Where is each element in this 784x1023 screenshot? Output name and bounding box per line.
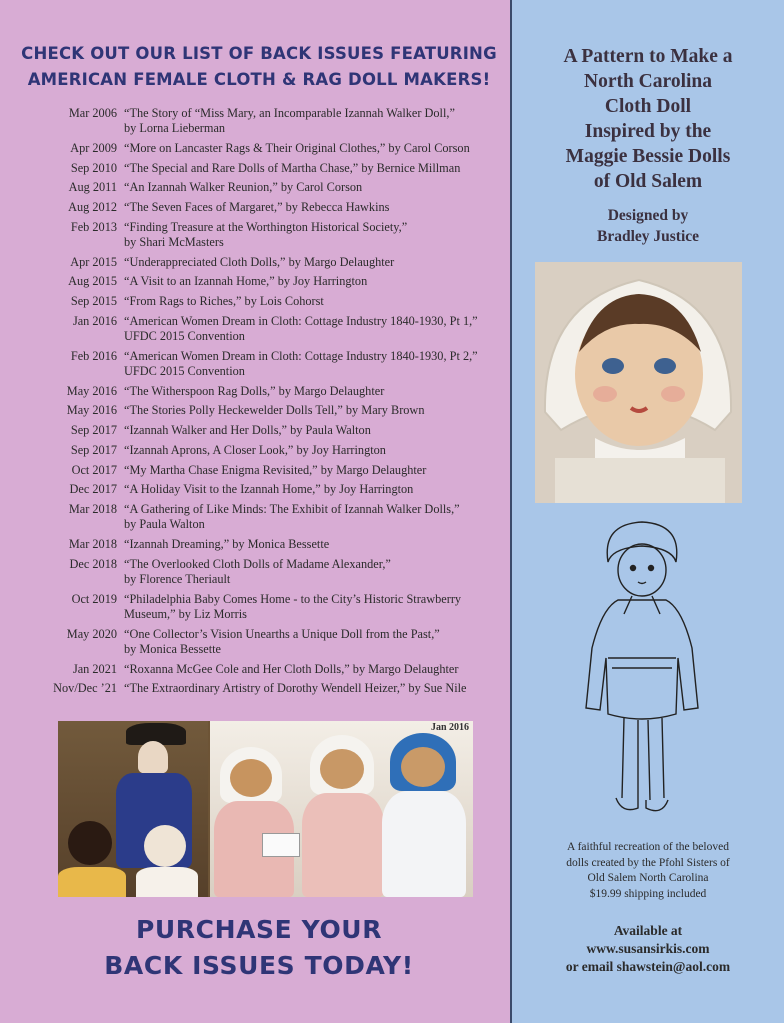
designer-line-2: Bradley Justice <box>596 228 700 245</box>
back-issues-headline <box>14 41 504 93</box>
doll-dark-head <box>68 821 112 865</box>
issue-title <box>124 423 505 438</box>
issue-title-line: “Izannah Walker and Her Dolls,” by Paula Walton <box>124 423 371 438</box>
issue-entry <box>0 255 505 270</box>
pattern-description <box>512 840 784 902</box>
issue-author-line: by Monica Bessette <box>124 641 221 656</box>
issue-entry <box>0 502 505 533</box>
issue-title <box>124 274 505 289</box>
blurb-line-1: A faithful recreation of the beloved <box>567 841 729 853</box>
issue-author-line: UFDC 2015 Convention <box>124 329 245 344</box>
issue-title <box>124 482 505 497</box>
blurb-line-3: Old Salem North Carolina <box>587 872 709 884</box>
issue-title <box>124 443 505 458</box>
issue-entry <box>0 557 505 588</box>
ad-title-line-6: of Old Salem <box>593 171 703 192</box>
issue-entry <box>0 314 505 345</box>
issue-title-line: “Finding Treasure at the Worthington Historical Society,” <box>124 219 408 234</box>
issue-title <box>124 384 505 399</box>
issue-title-line: “An Izannah Walker Reunion,” by Carol Corson <box>124 180 363 195</box>
issue-title <box>124 592 505 623</box>
issue-title <box>124 255 505 270</box>
issue-date: Aug 2011 <box>68 180 117 195</box>
email-link[interactable]: or email shawstein@aol.com <box>565 959 731 974</box>
issue-title <box>124 557 505 588</box>
issue-title-line: “The Special and Rare Dolls of Martha Chase,” by Bernice Millman <box>124 160 461 175</box>
issue-title-line: “From Rags to Riches,” by Lois Cohorst <box>124 294 324 309</box>
issue-entry <box>0 463 505 478</box>
issue-title <box>124 294 505 309</box>
issue-date: Aug 2015 <box>68 274 117 289</box>
issue-date: Sep 2017 <box>70 442 117 457</box>
sketch-bonnet <box>607 522 677 562</box>
issue-title <box>124 106 505 137</box>
ad-title-line-3: Cloth Doll <box>604 96 692 117</box>
ad-title-line-1: A Pattern to Make a <box>563 46 733 67</box>
doll-face-photo <box>535 262 742 503</box>
doll-yellow-dress <box>58 867 126 897</box>
issue-entry <box>0 537 505 552</box>
issue-entry <box>0 662 505 677</box>
issue-title-line: “More on Lancaster Rags & Their Original Clothes,” by Carol Corson <box>124 140 470 155</box>
right-eye <box>654 358 676 374</box>
issue-date: Oct 2017 <box>71 462 117 477</box>
issue-title <box>124 463 505 478</box>
issue-title <box>124 537 505 552</box>
issue-entry <box>0 482 505 497</box>
issue-entry <box>0 220 505 251</box>
doll-collection-photo <box>58 721 473 897</box>
issue-entry <box>0 681 505 696</box>
pattern-designer <box>512 205 784 247</box>
issue-date: Sep 2015 <box>70 294 117 309</box>
issue-date: May 2016 <box>66 403 117 418</box>
ad-title-line-4: Inspired by the <box>584 121 712 142</box>
left-eye <box>602 358 624 374</box>
issue-date: Apr 2009 <box>70 140 117 155</box>
issue-entry <box>0 443 505 458</box>
issue-author-line: UFDC 2015 Convention <box>124 364 245 379</box>
issue-entry <box>0 200 505 215</box>
issue-date: Aug 2012 <box>68 200 117 215</box>
issue-entry <box>0 423 505 438</box>
issue-title-line: “The Stories Polly Heckewelder Dolls Tell,” by Mary Brown <box>124 403 425 418</box>
issue-date: Apr 2015 <box>70 254 117 269</box>
availability-label: Available at <box>613 923 683 938</box>
sketch-bow <box>624 596 660 614</box>
issue-date: Dec 2017 <box>69 482 117 497</box>
issue-title-line: “My Martha Chase Enigma Revisited,” by Margo Delaughter <box>124 462 427 477</box>
issue-date: Mar 2006 <box>68 106 117 120</box>
issue-title-line: “Izannah Dreaming,” by Monica Bessette <box>124 536 330 551</box>
issue-entry <box>0 180 505 195</box>
purchase-callout <box>14 912 504 984</box>
issue-author-line: by Florence Theriault <box>124 571 231 586</box>
issue-date: Mar 2018 <box>68 501 117 516</box>
doll-dress-collar <box>555 458 725 503</box>
issue-author-line: by Shari McMasters <box>124 235 224 250</box>
right-cheek <box>661 386 685 402</box>
doll-sketch <box>572 518 712 830</box>
headline-line-2: AMERICAN FEMALE CLOTH & RAG DOLL MAKERS! <box>27 70 491 89</box>
issue-author-line: by Paula Walton <box>124 517 205 532</box>
sketch-mouth <box>638 582 646 584</box>
doll-display-card <box>262 833 300 857</box>
issue-entry <box>0 161 505 176</box>
issue-title-line: “American Women Dream in Cloth: Cottage Industry 1840-1930, Pt 1,” <box>124 313 478 328</box>
doll-white-dress <box>136 867 198 897</box>
contact-block <box>512 922 784 976</box>
ad-title-line-5: Maggie Bessie Dolls <box>565 146 731 167</box>
issue-date: Oct 2019 <box>71 591 117 606</box>
doll-line-drawing <box>572 518 712 830</box>
issue-date: Sep 2017 <box>70 423 117 438</box>
issue-title-line: “The Witherspoon Rag Dolls,” by Margo Delaughter <box>124 383 385 398</box>
doll-face-2 <box>320 749 364 789</box>
issue-title-line: “Underappreciated Cloth Dolls,” by Margo Delaughter <box>124 254 395 269</box>
issue-title <box>124 681 505 696</box>
issue-title-line: “A Holiday Visit to the Izannah Home,” by Joy Harrington <box>124 482 414 497</box>
ad-title-line-2: North Carolina <box>583 71 713 92</box>
issue-title-line: “The Seven Faces of Margaret,” by Rebecca Hawkins <box>124 200 390 215</box>
issue-author-line: by Lorna Lieberman <box>124 121 226 136</box>
doll-head <box>138 741 168 773</box>
doll-face-1 <box>230 759 272 797</box>
doll-pale-head <box>144 825 186 867</box>
blurb-line-2: dolls created by the Pfohl Sisters of <box>566 856 730 869</box>
sketch-shoes <box>616 798 668 811</box>
issue-title <box>124 627 505 658</box>
issue-title <box>124 502 505 533</box>
issue-title-line: “Izannah Aprons, A Closer Look,” by Joy Harrington <box>124 442 386 457</box>
issue-entry <box>0 294 505 309</box>
issue-entry <box>0 403 505 418</box>
designer-line-1: Designed by <box>607 207 689 224</box>
issue-date: Jan 2016 <box>72 313 117 328</box>
issue-entry <box>0 384 505 399</box>
doll-pink-dress-2 <box>302 793 384 897</box>
pattern-ad-title <box>512 44 784 194</box>
photo-date-label: Jan 2016 <box>430 722 469 733</box>
issue-date: Nov/Dec ’21 <box>53 681 117 696</box>
doll-face-illustration <box>535 262 742 503</box>
issue-entry <box>0 274 505 289</box>
issue-date: May 2016 <box>66 383 117 398</box>
purchase-line-2: BACK ISSUES TODAY! <box>104 951 414 980</box>
sketch-coat <box>586 600 698 719</box>
issue-date: May 2020 <box>66 626 117 641</box>
issue-entry <box>0 349 505 380</box>
sketch-right-eye <box>649 566 654 571</box>
purchase-line-1: PURCHASE YOUR <box>135 915 383 944</box>
doll-white-dress-2 <box>382 791 466 897</box>
issue-title-line: “American Women Dream in Cloth: Cottage Industry 1840-1930, Pt 2,” <box>124 348 478 363</box>
issue-title-line: “The Story of “Miss Mary, an Incomparable Izannah Walker Doll,” <box>124 106 455 120</box>
photo-scene-left <box>58 721 208 897</box>
issue-title-line: “The Extraordinary Artistry of Dorothy Wendell Heizer,” by Sue Nile <box>124 681 467 696</box>
issue-date: Jan 2021 <box>72 661 117 676</box>
issue-entry <box>0 141 505 156</box>
issue-date: Dec 2018 <box>69 556 117 571</box>
issue-date: Feb 2016 <box>70 348 117 363</box>
issue-entry <box>0 106 505 137</box>
issue-title <box>124 180 505 195</box>
issue-title <box>124 220 505 251</box>
issue-title <box>124 200 505 215</box>
issue-title <box>124 349 505 380</box>
issue-title-line: “Roxanna McGee Cole and Her Cloth Dolls,” by Margo Delaughter <box>124 661 459 676</box>
issue-title-line: “The Overlooked Cloth Dolls of Madame Alexander,” <box>124 556 391 571</box>
issue-title-line: “Philadelphia Baby Comes Home - to the City’s Historic Strawberry <box>124 591 462 606</box>
issue-title-line: “A Gathering of Like Minds: The Exhibit of Izannah Walker Dolls,” <box>124 501 460 516</box>
issue-author-line: Museum,” by Liz Morris <box>124 606 247 621</box>
issue-title <box>124 161 505 176</box>
issue-date: Mar 2018 <box>68 536 117 551</box>
issue-title <box>124 662 505 677</box>
sketch-face <box>618 544 666 596</box>
headline-line-1: CHECK OUT OUR LIST OF BACK ISSUES FEATURING <box>21 44 497 63</box>
issue-title-line: “One Collector’s Vision Unearths a Unique Doll from the Past,” <box>124 626 440 641</box>
issue-title-line: “A Visit to an Izannah Home,” by Joy Harrington <box>124 274 368 289</box>
left-cheek <box>593 386 617 402</box>
issue-title <box>124 141 505 156</box>
issue-date: Sep 2010 <box>70 160 117 175</box>
sketch-waist-seam <box>608 658 676 668</box>
issue-entry <box>0 592 505 623</box>
doll-face-3 <box>401 747 445 787</box>
price-line: $19.99 shipping included <box>589 887 707 900</box>
photo-scene-right <box>210 721 473 897</box>
back-issues-list <box>0 106 505 701</box>
issue-title <box>124 403 505 418</box>
sketch-left-eye <box>631 566 636 571</box>
issue-title <box>124 314 505 345</box>
issue-entry <box>0 627 505 658</box>
website-link[interactable]: www.susansirkis.com <box>586 941 710 956</box>
issue-date: Feb 2013 <box>70 219 117 234</box>
sketch-legs <box>622 718 664 800</box>
